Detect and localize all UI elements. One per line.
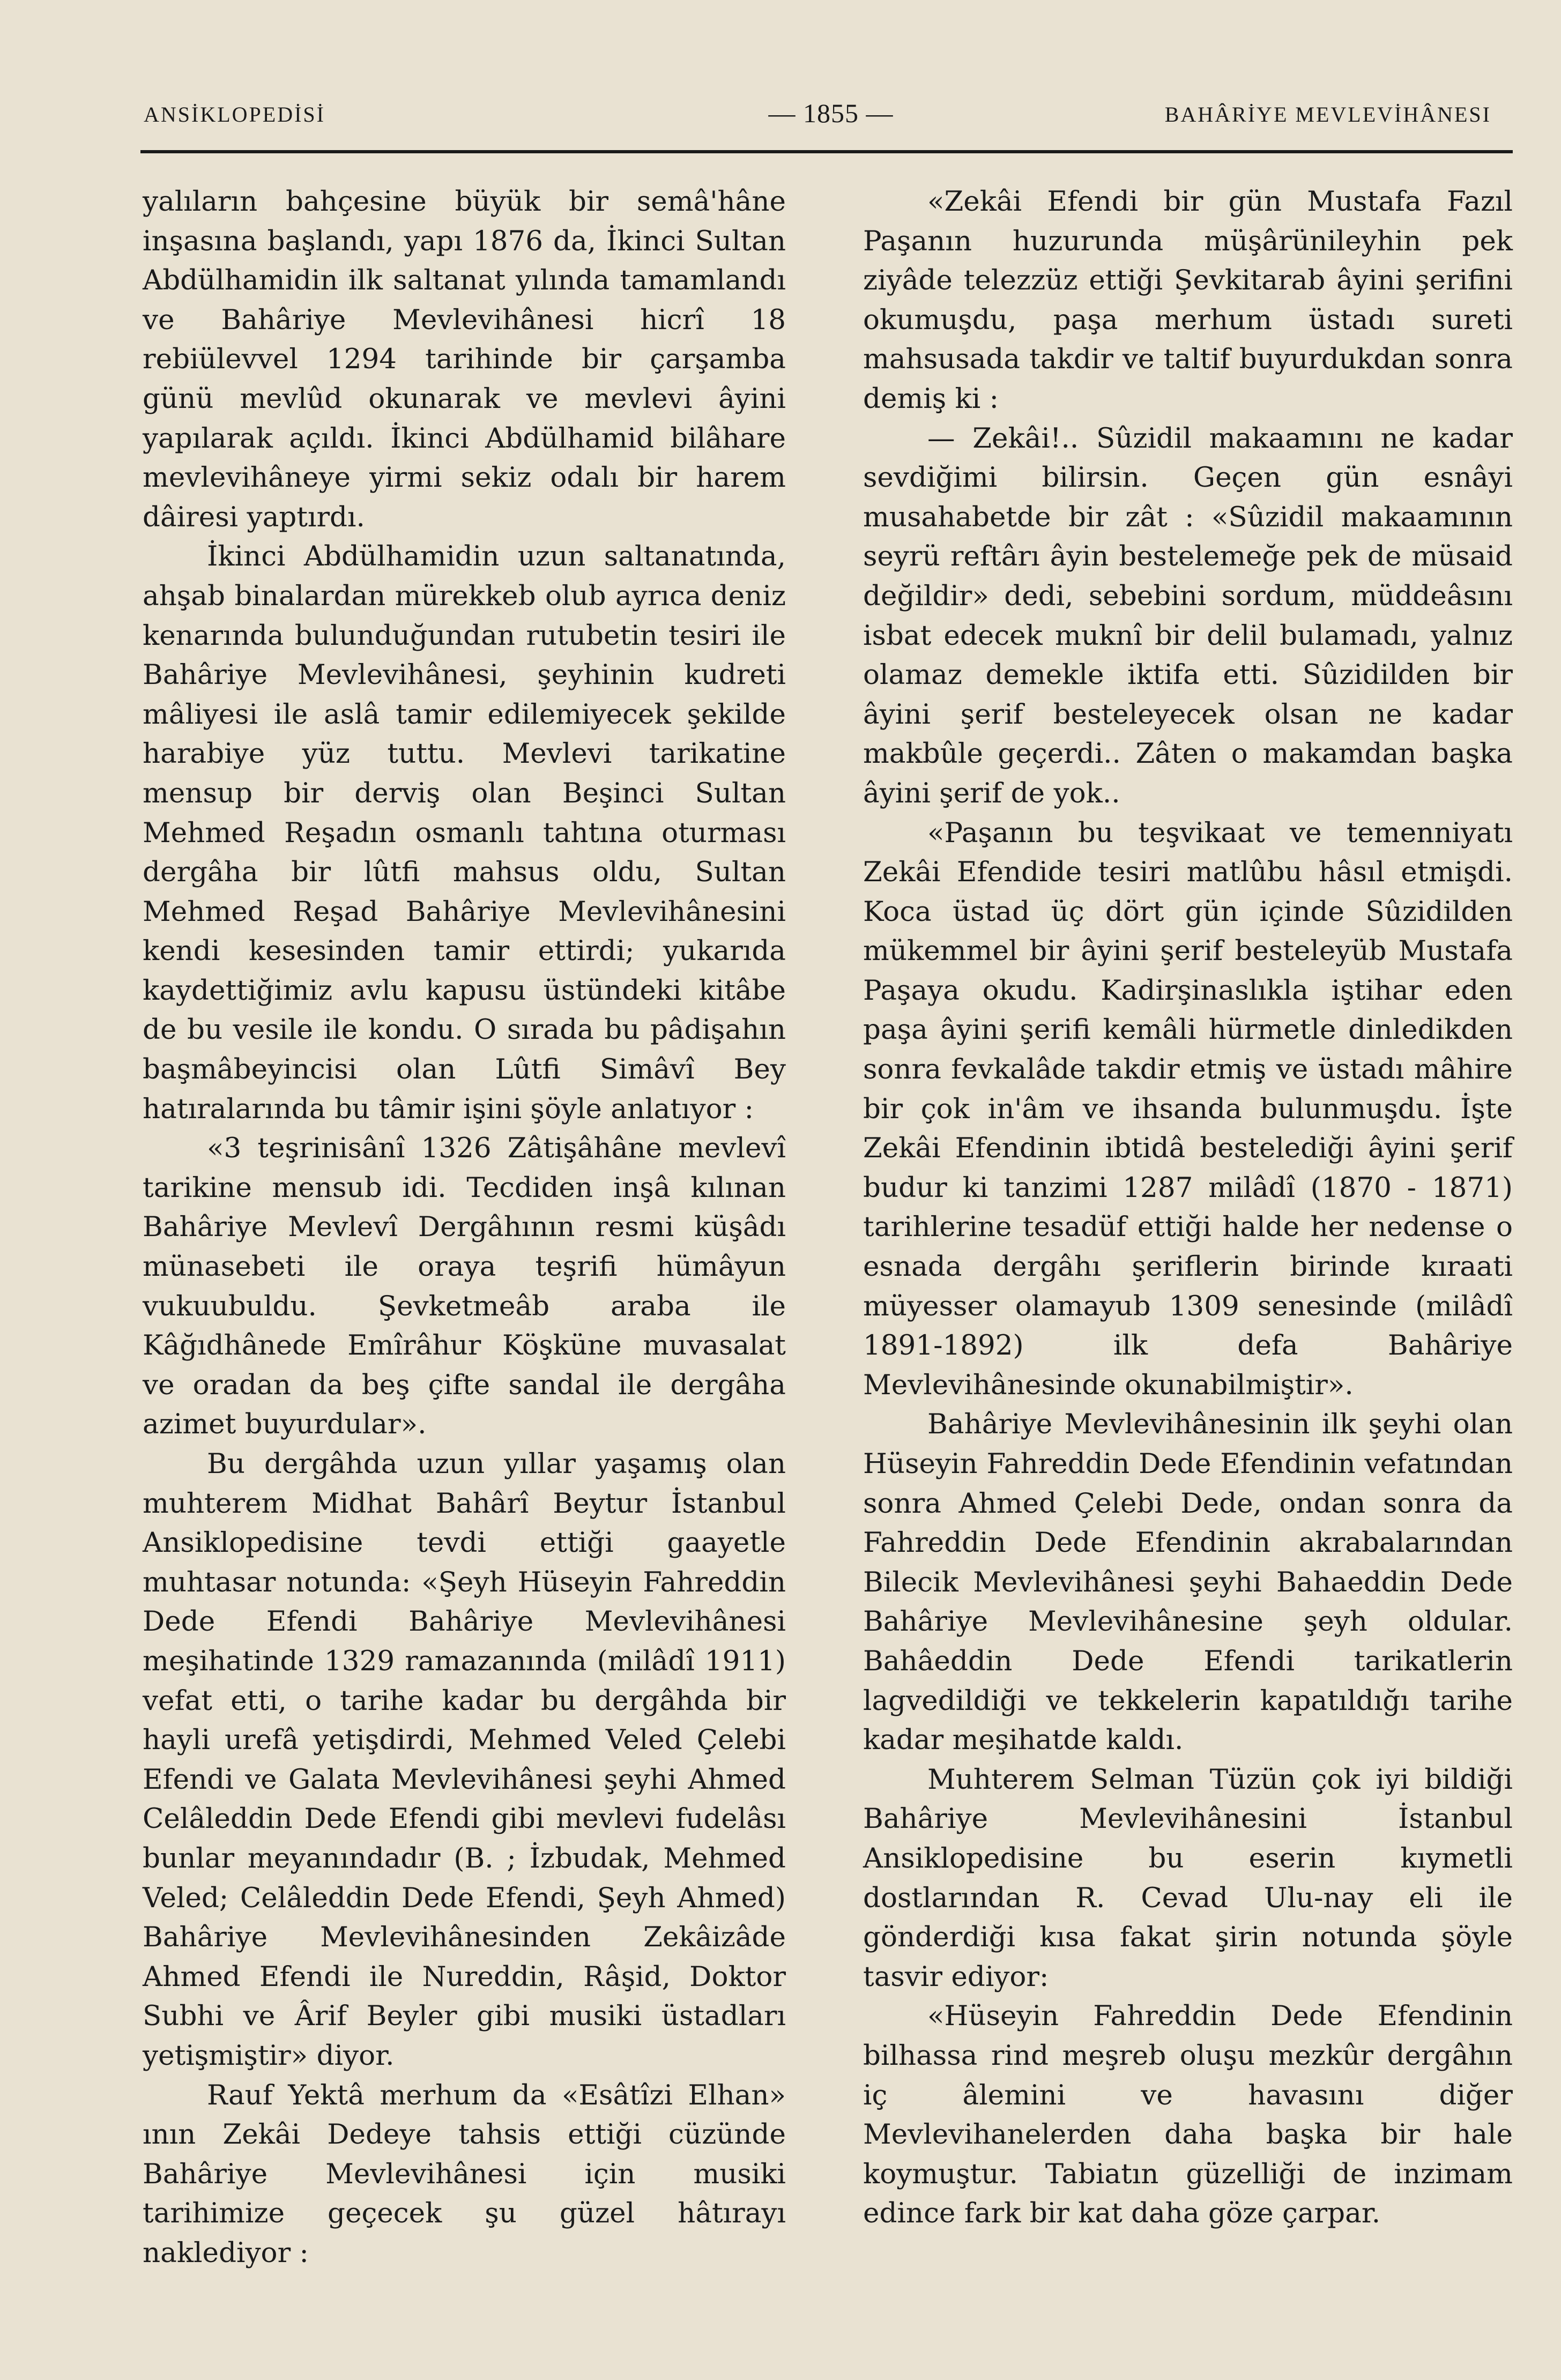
paragraph: — Zekâi!.. Sûzidil makaamını ne kadar sevdiğimi bilirsin. Geçen gün esnâyi musahabetde bir zât : «Sûzidil makaamının seyrü reftârı âyin bestelemeğe pek de müsaid değildir» dedi, sebebini sordum, müddeâsını isbat edecek muknî bir delil bulamadı, yalnız olamaz demekle iktifa etti. Sûzidilden bir âyini şerif besteleyecek olsan ne kadar makbûle geçerdi.. Zâten o makamdan başka âyini şerif de yok.. — [863, 422, 1513, 809]
paragraph: «Hüseyin Fahreddin Dede Efendinin bilhassa rind meşreb oluşu mezkûr dergâhın iç âlemini ve havasını diğer Mevlevihanelerden daha başka bir hale koymuştur. Tabiatın güzelliği de inzimam edince fark bir kat daha göze çarpar. — [863, 2000, 1513, 2230]
running-head-right: BAHÂRİYE MEVLEVİHÂNESI — [1164, 102, 1491, 127]
page-header — [0, 0, 1561, 161]
paragraph: Rauf Yektâ merhum da «Esâtîzi Elhan» ının Zekâi Dedeye tahsis ettiği cüzünde Bahâriye Mevlevihânesi için musiki tarihimize geçecek şu güzel hâtırayı naklediyor : — [143, 2079, 786, 2269]
paragraph: «Zekâi Efendi bir gün Mustafa Fazıl Paşanın huzurunda müşârünileyhin pek ziyâde telezzüz ettiği Şevkitarab âyini şerifini okumuşdu, paşa merhum üstadı sureti mahsusada takdir ve taltif buyurdukdan sonra demiş ki : — [863, 185, 1513, 415]
left-column — [143, 182, 786, 2273]
header-rule — [140, 150, 1513, 153]
paragraph: İkinci Abdülhamidin uzun saltanatında, ahşab binalardan mürekkeb olub ayrıca deniz kenarında bulunduğundan rutubetin tesiri ile Bahâriye Mevlevihânesi, şeyhinin kudreti mâliyesi ile aslâ tamir edilemiyecek şekilde harabiye yüz tuttu. Mevlevi tarikatine mensup bir derviş olan Beşinci Sultan Mehmed Reşadın osmanlı tahtına oturması dergâha bir lûtfi mahsus oldu, Sultan Mehmed Reşad Bahâriye Mevlevihânesini kendi kesesinden tamir ettirdi; yukarıda kaydettiğimiz avlu kapusu üstündeki kitâbe de bu vesile ile kondu. O sırada bu pâdişahın başmâbeyincisi olan Lûtfi Simâvî Bey hatıralarında bu tâmir işini şöyle anlatıyor : — [143, 540, 786, 1125]
right-column — [863, 182, 1513, 2234]
paragraph: «Paşanın bu teşvikaat ve temenniyatı Zekâi Efendide tesiri matlûbu hâsıl etmişdi. Koca üstad üç dört gün içinde Sûzidilden mükemmel bir âyini şerif besteleyüb Mustafa Paşaya okudu. Kadirşinaslıkla iştihar eden paşa âyini şerifi kemâli hürmetle dinledikden sonra fevkalâde takdir etmiş ve üstadı mâhire bir çok in'âm ve ihsanda bulunmuşdu. İşte Zekâi Efendinin ibtidâ bestelediği âyini şerif budur ki tanzimi 1287 milâdî (1870 - 1871) tarihlerine tesadüf ettiği halde her nedense o esnada dergâhı şeriflerin birinde kıraati müyesser olamayub 1309 senesinde (milâdî 1891-1892) ilk defa Bahâriye Mevlevihânesinde okunabilmiştir». — [863, 816, 1513, 1401]
paragraph: Muhterem Selman Tüzün çok iyi bildiği Bahâriye Mevlevihânesini İstanbul Ansiklopedisine bu eserin kıymetli dostlarından R. Cevad Ulu-nay eli ile gönderdiği kısa fakat şirin notunda şöyle tasvir ediyor: — [863, 1763, 1513, 1993]
paragraph: yalıların bahçesine büyük bir semâ'hâne inşasına başlandı, yapı 1876 da, İkinci Sultan Abdülhamidin ilk saltanat yılında tamamlandı ve Bahâriye Mevlevihânesi hicrî 18 rebiülevvel 1294 tarihinde bir çarşamba günü mevlûd okunarak ve mevlevi âyini yapılarak açıldı. İkinci Abdülhamid bilâhare mevlevihâneye yirmi sekiz odalı bir harem dâiresi yaptırdı. — [143, 185, 786, 533]
paragraph: «3 teşrinisânî 1326 Zâtişâhâne mevlevî tarikine mensub idi. Tecdiden inşâ kılınan Bahâriye Mevlevî Dergâhının resmi küşâdı münasebeti ile oraya teşrifi hümâyun vukuubuldu. Şevketmeâb araba ile Kâğıdhânede Emîrâhur Köşküne muvasalat ve oradan da beş çifte sandal ile dergâha azimet buyurdular». — [143, 1132, 786, 1441]
page-number: — 1855 — — [768, 98, 894, 128]
paragraph: Bahâriye Mevlevihânesinin ilk şeyhi olan Hüseyin Fahreddin Dede Efendinin vefatından sonra Ahmed Çelebi Dede, ondan sonra da Fahreddin Dede Efendinin akrabalarından Bilecik Mevlevihânesi şeyhi Bahaeddin Dede Bahâriye Mevlevihânesine şeyh oldular. Bahâeddin Dede Efendi tarikatlerin lagvedildiği ve tekkelerin kapatıldığı tarihe kadar meşihatde kaldı. — [863, 1408, 1513, 1757]
running-head-left: ANSİKLOPEDİSİ — [144, 102, 325, 127]
paragraph: Bu dergâhda uzun yıllar yaşamış olan muhterem Midhat Bahârî Beytur İstanbul Ansiklopedisine tevdi ettiği gaayetle muhtasar notunda: «Şeyh Hüseyin Fahreddin Dede Efendi Bahâriye Mevlevihânesi meşihatinde 1329 ramazanında (milâdî 1911) vefat etti, o tarihe kadar bu dergâhda bir hayli urefâ yetişdirdi, Mehmed Veled Çelebi Efendi ve Galata Mevlevihânesi şeyhi Ahmed Celâleddin Dede Efendi gibi mevlevi fudelâsı bunlar meyanındadır (B. ; İzbudak, Mehmed Veled; Celâleddin Dede Efendi, Şeyh Ahmed) Bahâriye Mevlevihânesinden Zekâizâde Ahmed Efendi ile Nureddin, Râşid, Doktor Subhi ve Ârif Beyler gibi musiki üstadları yetişmiştir» diyor. — [143, 1448, 786, 2072]
